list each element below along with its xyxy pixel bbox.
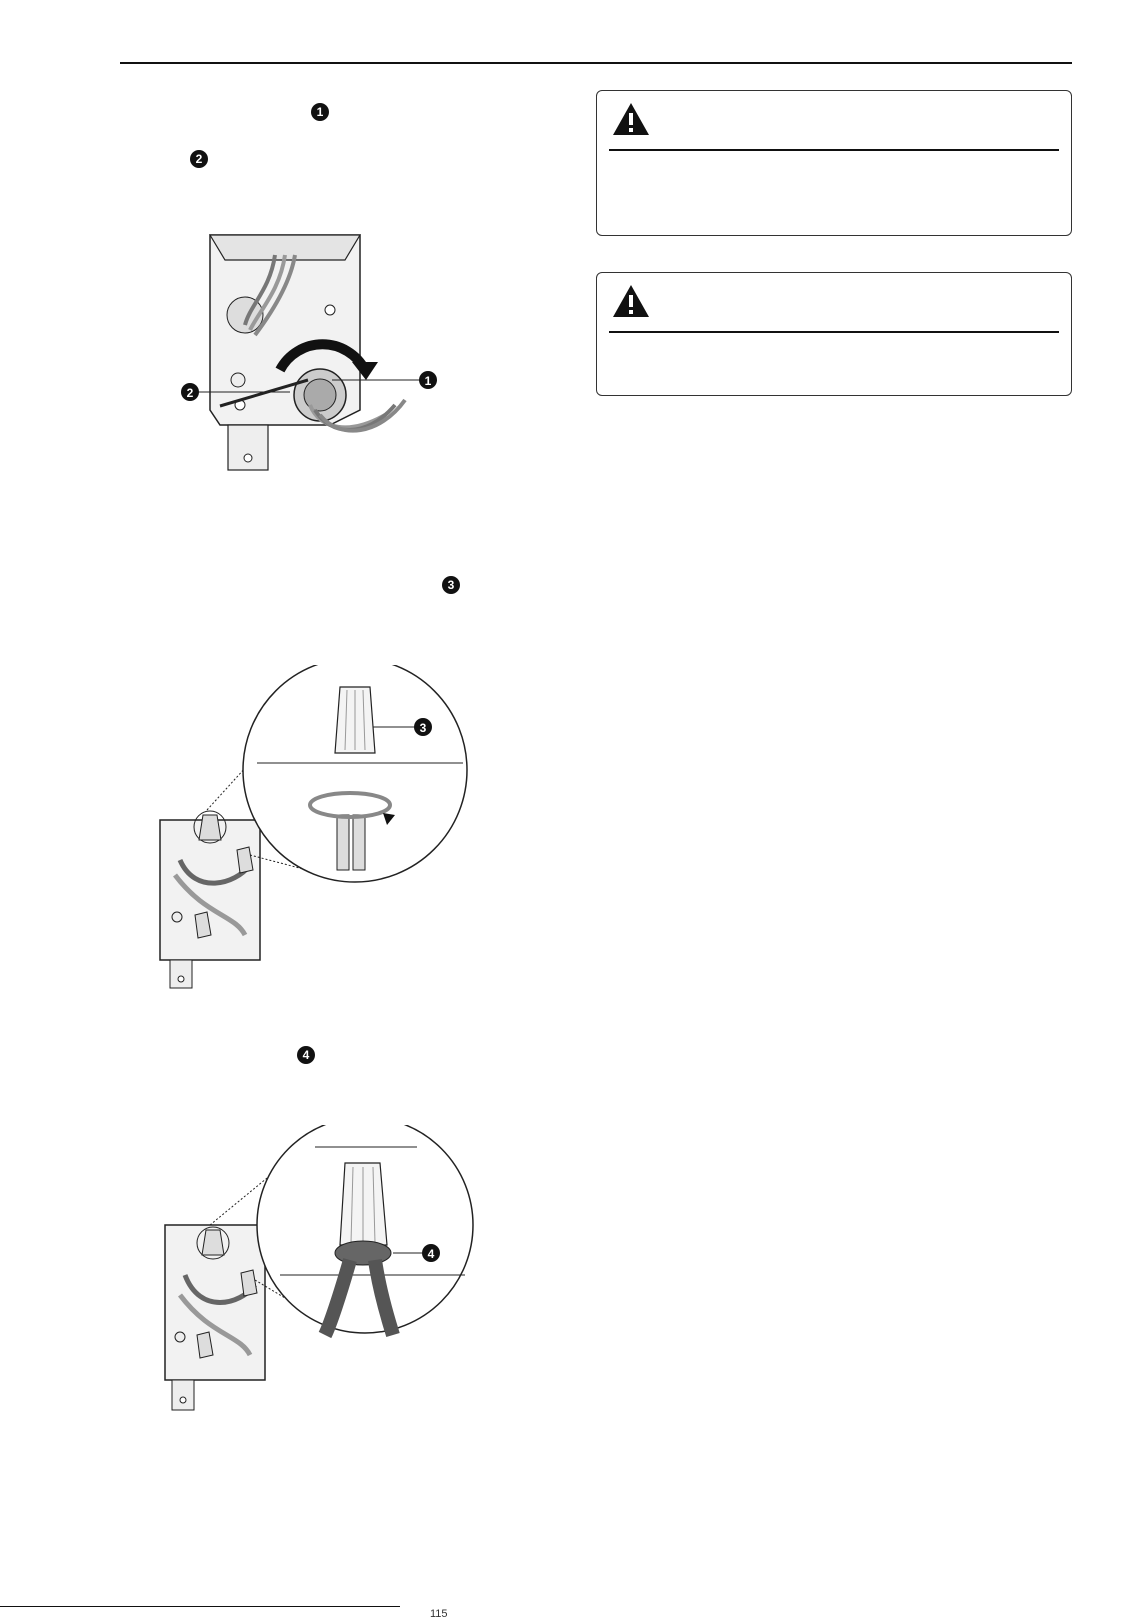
- callout-badge-3: 3: [442, 576, 460, 594]
- warning-divider: [609, 331, 1059, 333]
- fig3-label-4: 4: [427, 1247, 435, 1261]
- junction-box-figure-2: [145, 665, 480, 1000]
- warning-box-1: [596, 90, 1072, 236]
- warning-divider: [609, 149, 1059, 151]
- callout-badge-1: 1: [311, 103, 329, 121]
- warning-triangle-icon: [611, 101, 651, 137]
- fig2-label-3: 3: [419, 721, 427, 735]
- callout-badge-2: 2: [190, 150, 208, 168]
- fig1-label-1: 1: [424, 374, 432, 388]
- callout-badge-4: 4: [297, 1046, 315, 1064]
- junction-box-figure-3: [155, 1125, 485, 1425]
- warning-triangle-icon: [611, 283, 651, 319]
- junction-box-figure-1: [180, 230, 450, 480]
- fig1-label-2: 2: [186, 386, 194, 400]
- footer-rule: [0, 1606, 400, 1607]
- header-rule: [120, 62, 1072, 64]
- page-number: 115: [430, 1608, 448, 1620]
- warning-box-2: [596, 272, 1072, 396]
